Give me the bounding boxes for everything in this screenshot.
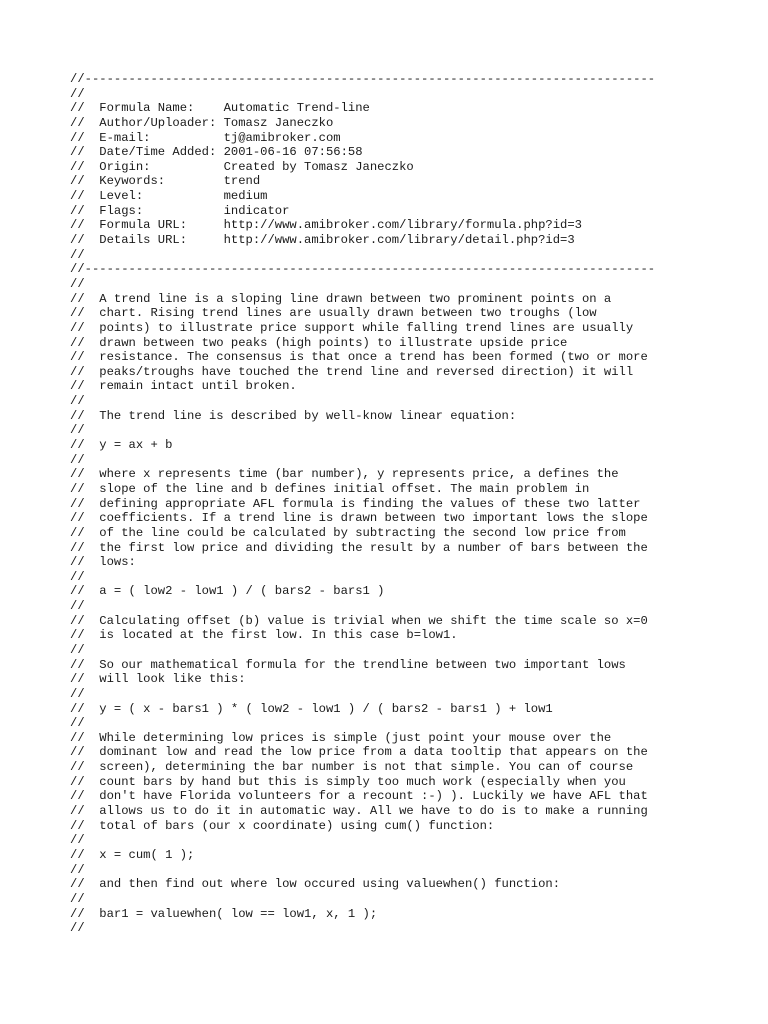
text-line: // xyxy=(70,452,85,467)
text-line: // xyxy=(70,394,85,409)
text-line: // is located at the first low. In this case b=low1. xyxy=(70,628,458,643)
text-line: // The trend line is described by well-know linear equation: xyxy=(70,408,517,423)
text-line: // Date/Time Added: 2001-06-16 07:56:58 xyxy=(70,145,363,160)
text-line: // y = ( x - bars1 ) * ( low2 - low1 ) / ( bars2 - bars1 ) + low1 xyxy=(70,701,553,716)
text-line: // bar1 = valuewhen( low == low1, x, 1 ); xyxy=(70,906,378,921)
text-line: // allows us to do it in automatic way. All we have to do is to make a running xyxy=(70,804,648,819)
text-line: //------------------------------------------------------------------------------ xyxy=(70,72,656,86)
text-line: // dominant low and read the low price from a data tooltip that appears on the xyxy=(70,745,648,760)
text-line: // xyxy=(70,833,85,848)
text-line: // defining appropriate AFL formula is finding the values of these two latter xyxy=(70,496,641,511)
text-line: // xyxy=(70,686,85,701)
text-line: // screen), determining the bar number is not that simple. You can of course xyxy=(70,760,634,775)
text-line: // xyxy=(70,716,85,731)
text-line: // will look like this: xyxy=(70,672,246,687)
text-line: // A trend line is a sloping line drawn between two prominent points on a xyxy=(70,291,612,306)
text-line: // coefficients. If a trend line is drawn between two important lows the slope xyxy=(70,511,648,526)
text-line: // xyxy=(70,86,85,101)
text-line: // xyxy=(70,891,85,906)
text-line: // Author/Uploader: Tomasz Janeczko xyxy=(70,115,334,130)
text-line: // Formula URL: http://www.amibroker.com/library/formula.php?id=3 xyxy=(70,218,582,233)
text-line: // Details URL: http://www.amibroker.com/library/detail.php?id=3 xyxy=(70,233,575,248)
text-line: // xyxy=(70,599,85,614)
text-line: // drawn between two peaks (high points) to illustrate upside price xyxy=(70,335,568,350)
text-line: // y = ax + b xyxy=(70,438,173,453)
text-line: // where x represents time (bar number), y represents price, a defines the xyxy=(70,467,619,482)
document-text xyxy=(70,72,655,936)
text-line: // peaks/troughs have touched the trend line and reversed direction) it will xyxy=(70,364,634,379)
text-line: // x = cum( 1 ); xyxy=(70,847,195,862)
text-line: // E-mail: tj@amibroker.com xyxy=(70,130,341,145)
text-line: // slope of the line and b defines initial offset. The main problem in xyxy=(70,481,590,496)
text-line: // of the line could be calculated by subtracting the second low price from xyxy=(70,525,626,540)
text-line: // a = ( low2 - low1 ) / ( bars2 - bars1 ) xyxy=(70,584,385,599)
text-line: // resistance. The consensus is that once a trend has been formed (two or more xyxy=(70,350,648,365)
text-line: // xyxy=(70,247,85,262)
text-line: // remain intact until broken. xyxy=(70,379,297,394)
text-line: // points) to illustrate price support while falling trend lines are usually xyxy=(70,320,634,335)
text-line: // xyxy=(70,921,85,936)
text-line: // and then find out where low occured using valuewhen() function: xyxy=(70,877,561,892)
text-line: // chart. Rising trend lines are usually drawn between two troughs (low xyxy=(70,306,597,321)
text-line: // xyxy=(70,862,85,877)
text-line: // Flags: indicator xyxy=(70,203,290,218)
text-line: // Level: medium xyxy=(70,189,268,204)
text-line: //------------------------------------------------------------------------------ xyxy=(70,262,656,277)
text-line: // Origin: Created by Tomasz Janeczko xyxy=(70,159,414,174)
text-line: // Keywords: trend xyxy=(70,174,261,189)
text-line: // total of bars (our x coordinate) using cum() function: xyxy=(70,818,495,833)
text-line: // xyxy=(70,642,85,657)
text-line: // While determining low prices is simple (just point your mouse over the xyxy=(70,730,612,745)
text-line: // xyxy=(70,569,85,584)
text-line: // Formula Name: Automatic Trend-line xyxy=(70,101,370,116)
text-line: // don't have Florida volunteers for a recount :-) ). Luckily we have AFL that xyxy=(70,789,648,804)
text-line: // xyxy=(70,423,85,438)
text-line: // lows: xyxy=(70,555,136,570)
text-line: // xyxy=(70,276,85,291)
text-line: // the first low price and dividing the result by a number of bars between the xyxy=(70,540,648,555)
text-line: // So our mathematical formula for the trendline between two important lows xyxy=(70,657,626,672)
text-line: // count bars by hand but this is simply too much work (especially when you xyxy=(70,774,626,789)
text-line: // Calculating offset (b) value is trivial when we shift the time scale so x=0 xyxy=(70,613,648,628)
